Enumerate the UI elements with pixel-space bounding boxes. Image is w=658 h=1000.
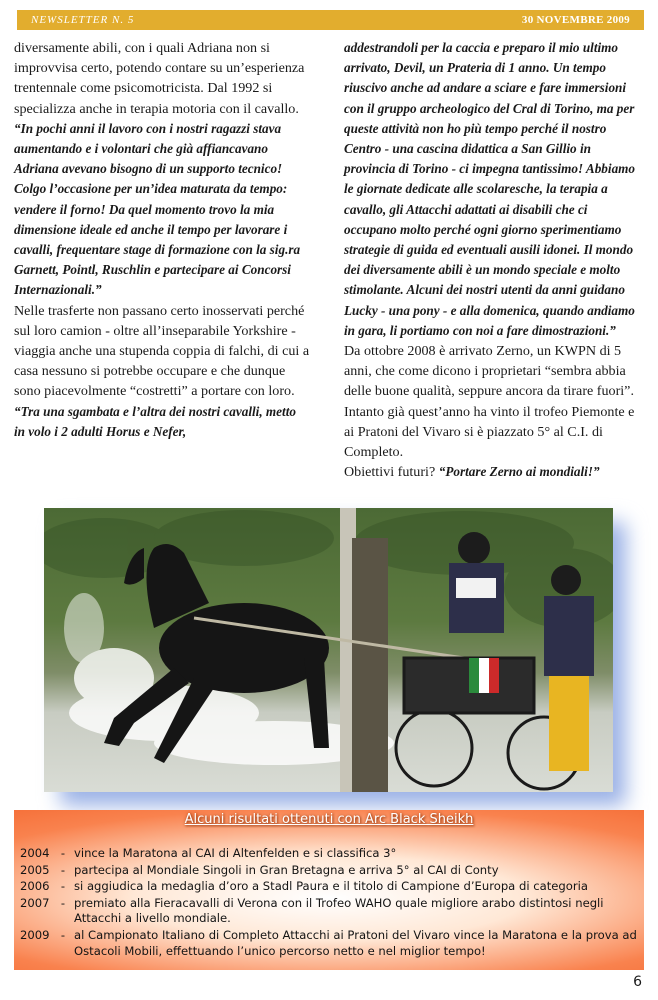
- right-text-column: [344, 38, 640, 482]
- result-text: vince la Maratona al CAI di Altenfelden e si classifica 3°: [74, 846, 397, 860]
- result-dash: -: [60, 879, 66, 894]
- result-dash: -: [60, 862, 66, 877]
- right-quote-1: addestrandoli per la caccia e preparo il mio ultimo arrivato, Devil, un Prateria di 1 anno. Un tempo riuscivo anche ad andare a sciare e fare immersioni con il gruppo archeologico del Cral di Torino, ma per queste attività non ho più tempo perché il nostro Centro - una cascina didattica a San Gillio in provincia di Torino - ci impegna tantissimo! Abbiamo le giornate dedicate alle scolaresche, la terapia a cavallo, gli Attacchi adattati ai disabili che ci occupano molto perché ogni giorno sperimentiamo strategie di guida ed eventuali ausili idonei. Il mondo dei diversamente abili è un mondo speciale e molto stimolante. Alcuni dei nostri utenti da anni guidano Lucky - una pony - e alla domenica, quando andiamo in gara, li portiamo con noi a fare dimostrazioni.”: [344, 40, 636, 338]
- closing-question: Obiettivi futuri?: [344, 464, 439, 481]
- result-text: premiato alla Fieracavalli di Verona con il Trofeo WAHO quale migliore arabo distintosi negli Attacchi a livello mondiale.: [74, 895, 604, 926]
- results-list: [20, 846, 638, 960]
- closing-quote: “Portare Zerno ai mondiali!”: [438, 464, 600, 480]
- result-dash: -: [60, 846, 66, 860]
- result-item: [20, 928, 638, 959]
- result-year: 2007: [20, 895, 50, 910]
- result-item: [20, 863, 638, 879]
- result-text: si aggiudica la medaglia d’oro a Stadl Paura e il titolo di Campione d’Europa di categoria: [74, 879, 588, 894]
- carriage-driving-photo: [44, 508, 613, 792]
- result-item: [20, 896, 638, 927]
- left-paragraph-1: diversamente abili, con i quali Adriana non si improvvisa certo, potendo contare su un’esperienza trentennale come psicomotricista. Dal 1992 si specializza anche in terapia motoria con il cavallo.: [14, 40, 305, 117]
- page-number: 6: [633, 974, 642, 990]
- issue-date: 30 NOVEMBRE 2009: [521, 14, 630, 26]
- result-year: 2005: [20, 862, 50, 877]
- newsletter-header-bar: [17, 10, 644, 30]
- result-year: 2006: [20, 879, 50, 894]
- result-dash: -: [60, 895, 66, 910]
- left-text-column: [14, 38, 310, 442]
- result-dash: -: [60, 927, 66, 942]
- right-paragraph-1: Da ottobre 2008 è arrivato Zerno, un KWPN di 5 anni, che come dicono i proprietari “sembra abbia delle buone qualità, seppure ancora da tirare fuori”. Intanto già quest’anno ha vinto il trofeo Piemonte e ai Pratoni del Vivaro si è piazzato 5° al C.I. di Completo.: [344, 343, 635, 461]
- result-item: [20, 879, 638, 895]
- right-closing-line: [344, 462, 640, 482]
- result-year: 2009: [20, 927, 50, 942]
- result-item: [20, 846, 638, 862]
- result-text: al Campionato Italiano di Completo Attacchi ai Pratoni del Vivaro vince la Maratona e la prova ad Ostacoli Mobili, effettuando l’unico percorso netto e nel miglior tempo!: [74, 927, 637, 958]
- result-text: partecipa al Mondiale Singoli in Gran Bretagna e arriva 5° al CAI di Conty: [74, 862, 499, 877]
- left-quote-2: “Tra una sgambata e l’altra dei nostri cavalli, metto in volo i 2 adulti Horus e Nefer,: [14, 403, 296, 439]
- left-paragraph-2: Nelle trasferte non passano certo inosservati perché sul loro camion - oltre all’inseparabile Yorkshire - viaggia anche una stupenda coppia di falchi, di cui a casa nessuno si potrebbe occupare e che dunque sono piacevolmente “costretti” a portare con loro.: [14, 302, 310, 400]
- newsletter-issue-label: NEWSLETTER N. 5: [31, 14, 135, 26]
- left-quote-1: “In pochi anni il lavoro con i nostri ragazzi stava aumentando e i volontari che già affiancavano Adriana avevano bisogno di un supporto tecnico! Colgo l’occasione per un’idea maturata da tempo: vendere il forno! Da quel momento trovo la mia dimensione ideale ed anche il tempo per lavorare i cavalli, frequentare stage di formazione con la sig.ra Garnett, Pointl, Ruschlin e partecipare ai Concorsi Internazionali.”: [14, 120, 301, 298]
- result-year: 2004: [20, 846, 50, 860]
- carriage-scene-illustration: [44, 508, 613, 792]
- results-title: Alcuni risultati ottenuti con Arc Black Sheikh: [184, 812, 474, 827]
- results-box: [14, 810, 644, 970]
